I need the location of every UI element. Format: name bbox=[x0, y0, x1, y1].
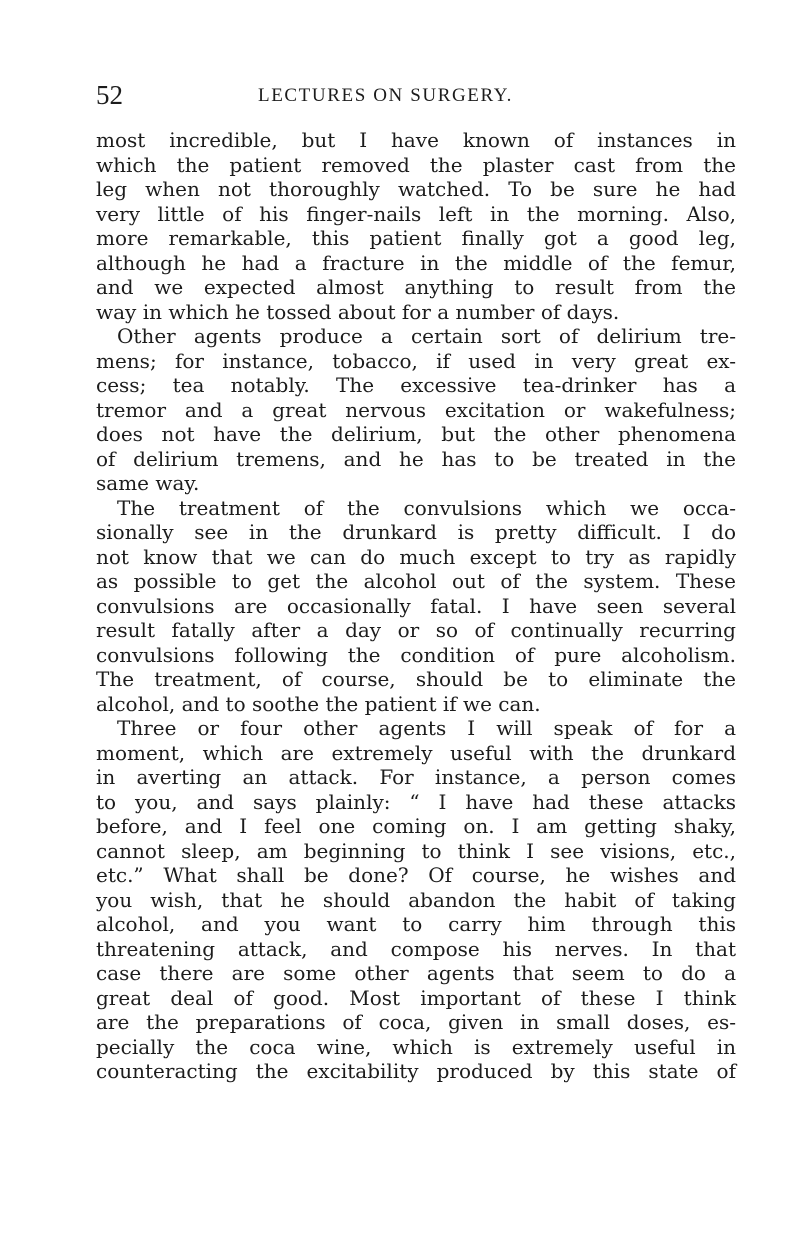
text-line: as possible to get the alcohol out of the system. These bbox=[96, 569, 736, 593]
text-line: are the preparations of coca, given in small doses, es- bbox=[96, 1010, 736, 1034]
text-line: The treatment of the convulsions which we occa- bbox=[117, 495, 736, 520]
text-line: very little of his finger-nails left in the morning. Also, bbox=[96, 201, 736, 226]
text-line: sionally see in the drunkard is pretty difficult. I do bbox=[96, 520, 736, 544]
text-line: and we expected almost anything to result from the bbox=[96, 275, 736, 299]
text-line: does not have the delirium, but the other phenomena bbox=[96, 422, 736, 446]
text-line: cess; tea notably. The excessive tea-drinker has a bbox=[96, 373, 736, 397]
text-line: counteracting the excitability produced by this state of bbox=[96, 1059, 736, 1083]
text-line: cannot sleep, am beginning to think I see visions, etc., bbox=[96, 838, 736, 863]
text-line: Other agents produce a certain sort of delirium tre- bbox=[117, 324, 736, 348]
text-line: result fatally after a day or so of continually recurring bbox=[96, 618, 736, 642]
text-line: convulsions following the condition of pure alcoholism. bbox=[96, 642, 736, 667]
text-line: great deal of good. Most important of these I think bbox=[96, 985, 736, 1010]
text-line: leg when not thoroughly watched. To be sure he had bbox=[96, 177, 736, 201]
text-line: case there are some other agents that seem to do a bbox=[96, 961, 736, 985]
text-line: moment, which are extremely useful with the drunkard bbox=[96, 740, 736, 765]
text-line: etc.” What shall be done? Of course, he wishes and bbox=[96, 863, 736, 887]
text-line: not know that we can do much except to try as rapidly bbox=[96, 544, 736, 569]
text-line: alcohol, and you want to carry him through this bbox=[96, 912, 736, 936]
text-line: to you, and says plainly: “ I have had these attacks bbox=[96, 789, 736, 814]
text-line: same way. bbox=[96, 471, 200, 495]
page-header bbox=[96, 80, 716, 110]
body-text bbox=[96, 128, 736, 1084]
text-line: threatening attack, and compose his nerves. In that bbox=[96, 936, 736, 961]
text-line: before, and I feel one coming on. I am getting shaky, bbox=[96, 814, 736, 838]
text-line: convulsions are occasionally fatal. I have seen several bbox=[96, 593, 736, 618]
text-line: way in which he tossed about for a number of days. bbox=[96, 299, 620, 324]
text-line: which the patient removed the plaster cast from the bbox=[96, 152, 736, 177]
text-line: of delirium tremens, and he has to be treated in the bbox=[96, 446, 736, 471]
text-line: tremor and a great nervous excitation or wakefulness; bbox=[96, 397, 736, 422]
text-line: more remarkable, this patient finally got a good leg, bbox=[96, 226, 736, 250]
text-line: although he had a fracture in the middle of the femur, bbox=[96, 250, 736, 275]
text-line: pecially the coca wine, which is extremely useful in bbox=[96, 1034, 736, 1059]
text-line: you wish, that he should abandon the habit of taking bbox=[96, 887, 736, 912]
text-line: most incredible, but I have known of instances in bbox=[96, 128, 736, 152]
running-head: LECTURES ON SURGERY. bbox=[258, 85, 513, 106]
page-number: 52 bbox=[96, 80, 123, 110]
text-line: alcohol, and to soothe the patient if we can. bbox=[96, 691, 541, 716]
text-line: mens; for instance, tobacco, if used in very great ex- bbox=[96, 348, 736, 373]
text-line: Three or four other agents I will speak of for a bbox=[117, 716, 736, 740]
text-line: The treatment, of course, should be to eliminate the bbox=[96, 667, 736, 691]
text-line: in averting an attack. For instance, a person comes bbox=[96, 765, 736, 789]
